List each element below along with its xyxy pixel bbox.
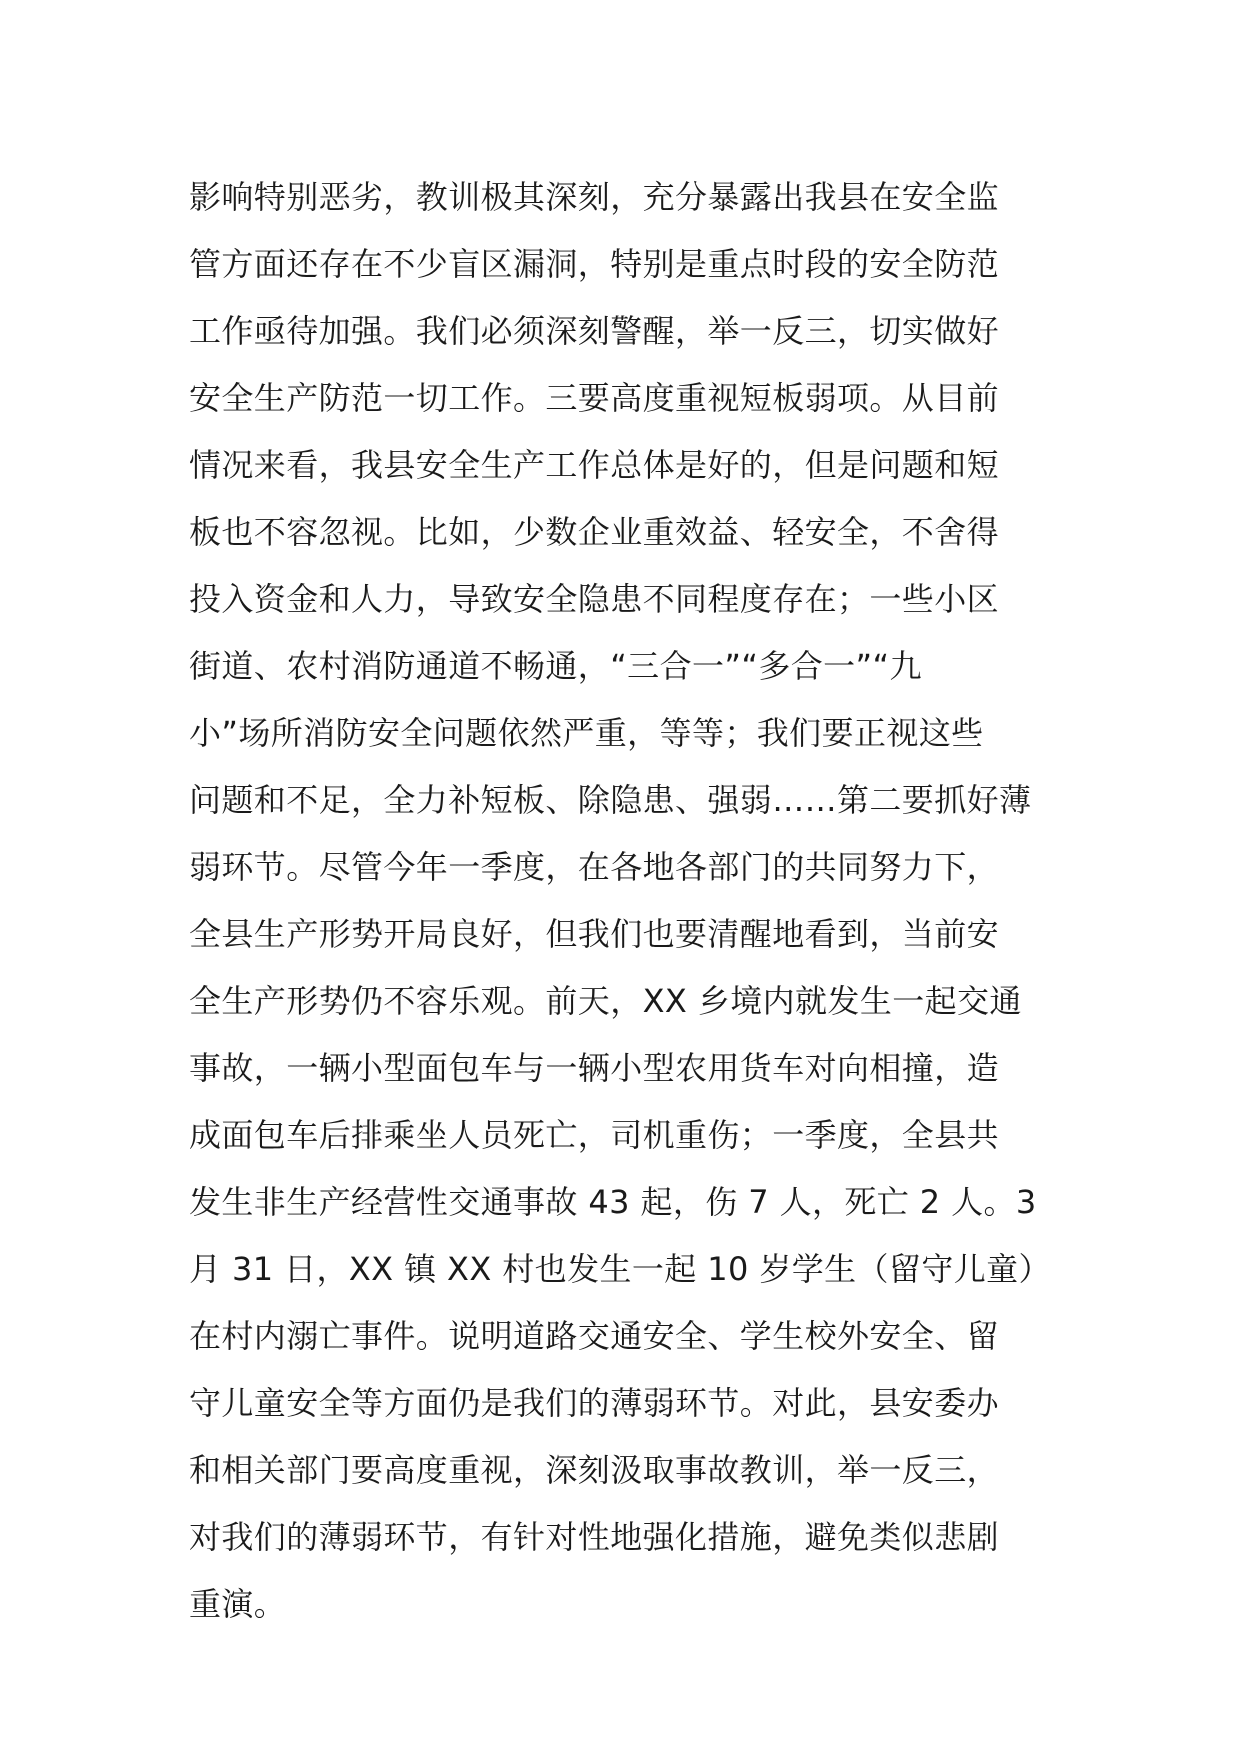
text-line: 安全生产防范一切工作。三要高度重视短板弱项。从目前	[189, 379, 1000, 417]
text-line: 发生非生产经营性交通事故 43 起，伤 7 人，死亡 2 人。3	[189, 1183, 1037, 1221]
text-line: 影响特别恶劣，教训极其深刻，充分暴露出我县在安全监	[189, 178, 1000, 216]
text-line: 全生产形势仍不容乐观。前天，XX 乡境内就发生一起交通	[189, 982, 1022, 1020]
text-line: 重演。	[189, 1585, 287, 1623]
text-line: 在村内溺亡事件。说明道路交通安全、学生校外安全、留	[189, 1317, 1000, 1355]
text-line: 事故，一辆小型面包车与一辆小型农用货车对向相撞，造	[189, 1049, 1000, 1087]
text-line: 月 31 日，XX 镇 XX 村也发生一起 10 岁学生（留守儿童）	[189, 1250, 1051, 1288]
text-line: 投入资金和人力，导致安全隐患不同程度存在；一些小区	[189, 580, 1000, 618]
text-line: 小”场所消防安全问题依然严重，等等；我们要正视这些	[189, 714, 984, 752]
body-paragraph	[189, 164, 1069, 1638]
text-line: 情况来看，我县安全生产工作总体是好的，但是问题和短	[189, 446, 1000, 484]
text-line: 成面包车后排乘坐人员死亡，司机重伤；一季度，全县共	[189, 1116, 1000, 1154]
text-line: 对我们的薄弱环节，有针对性地强化措施，避免类似悲剧	[189, 1518, 1000, 1556]
text-line: 弱环节。尽管今年一季度，在各地各部门的共同努力下，	[189, 848, 1000, 886]
text-line: 街道、农村消防通道不畅通，“三合一”“多合一”“九	[189, 647, 922, 685]
text-line: 守儿童安全等方面仍是我们的薄弱环节。对此，县安委办	[189, 1384, 1000, 1422]
text-line: 管方面还存在不少盲区漏洞，特别是重点时段的安全防范	[189, 245, 1000, 283]
text-line: 全县生产形势开局良好，但我们也要清醒地看到，当前安	[189, 915, 1000, 953]
text-line: 板也不容忽视。比如，少数企业重效益、轻安全，不舍得	[189, 513, 1000, 551]
text-line: 工作亟待加强。我们必须深刻警醒，举一反三，切实做好	[189, 312, 1000, 350]
text-line: 和相关部门要高度重视，深刻汲取事故教训，举一反三，	[189, 1451, 1000, 1489]
text-line: 问题和不足，全力补短板、除隐患、强弱……第二要抓好薄	[189, 781, 1032, 819]
